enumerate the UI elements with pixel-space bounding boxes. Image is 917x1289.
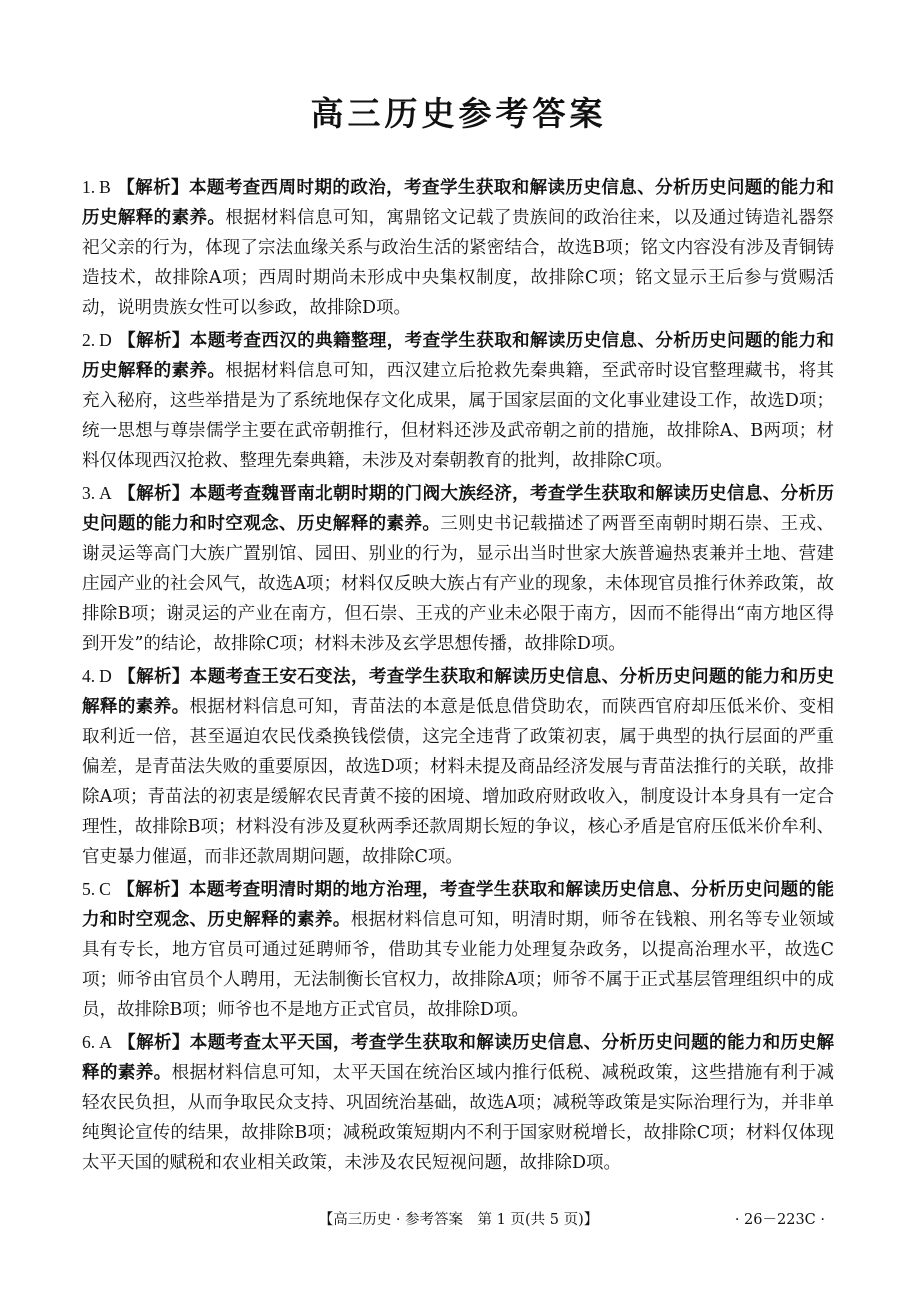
analysis-lead: 【解析】本题考查西周时期的政治，考查学生获取和解读历史信息、分析历史问题的能力和历史解释的素养。 bbox=[82, 178, 834, 228]
answer-choice: A bbox=[99, 1032, 112, 1052]
answer-choice: D bbox=[99, 666, 112, 686]
analysis-lead: 【解析】本题考查明清时期的地方治理，考查学生获取和解读历史信息、分析历史问题的能力和时空观念、历史解释的素养。 bbox=[82, 880, 834, 930]
question-number: 5. bbox=[82, 879, 96, 899]
answer-list bbox=[82, 172, 834, 1180]
question-number: 1. bbox=[82, 177, 96, 197]
answer-item-5 bbox=[82, 874, 834, 1025]
answer-item-1 bbox=[82, 172, 834, 323]
answer-choice: D bbox=[99, 330, 112, 350]
question-number: 6. bbox=[82, 1032, 96, 1052]
analysis-body: 根据材料信息可知，明清时期，师爷在钱粮、刑名等专业领域具有专长，地方官员可通过延聘师爷，借助其专业能力处理复杂政务，以提高治理水平，故选C项；师爷由官员个人聘用，无法制衡长官权力，故排除A项；师爷不属于正式基层管理组织中的成员，故排除B项；师爷也不是地方正式官员，故排除D项。 bbox=[82, 910, 834, 1020]
analysis-lead: 【解析】本题考查魏晋南北朝时期的门阀大族经济，考查学生获取和解读历史信息、分析历史问题的能力和时空观念、历史解释的素养。 bbox=[82, 484, 834, 534]
footer-exam-code: · 26－223C · bbox=[734, 1212, 825, 1228]
answer-choice: C bbox=[99, 879, 111, 899]
analysis-body: 根据材料信息可知，青苗法的本意是低息借贷助农，而陕西官府却压低米价、变相取利近一倍，甚至逼迫农民伐桑换钱偿债，这完全违背了政策初衷，属于典型的执行层面的严重偏差，是青苗法失败的重要原因，故选D项；材料未提及商品经济发展与青苗法推行的关联，故排除A项；青苗法的初衷是缓解农民青黄不接的困境、增加政府财政收入，制度设计本身具有一定合理性，故排除B项；材料没有涉及夏秋两季还款周期长短的争议，核心矛盾是官府压低米价牟利、官吏暴力催逼，而非还款周期问题，故排除C项。 bbox=[82, 697, 835, 867]
analysis-body: 根据材料信息可知，太平天国在统治区域内推行低税、减税政策，这些措施有利于减轻农民负担，从而争取民众支持、巩固统治基础，故选A项；减税等政策是实际治理行为，并非单纯舆论宣传的结果，故排除B项；减税政策短期内不利于国家财税增长，故排除C项；材料仅体现太平天国的赋税和农业相关政策，未涉及农民短视问题，故排除D项。 bbox=[82, 1063, 835, 1173]
answer-choice: A bbox=[99, 483, 112, 503]
answer-choice: B bbox=[99, 177, 111, 197]
question-number: 2. bbox=[82, 330, 96, 350]
question-number: 3. bbox=[82, 483, 96, 503]
analysis-lead: 【解析】本题考查王安石变法，考查学生获取和解读历史信息、分析历史问题的能力和历史解释的素养。 bbox=[82, 667, 834, 717]
answer-item-4 bbox=[82, 661, 834, 872]
footer-page-info: 【高三历史 · 参考答案 第 1 页(共 5 页)】 bbox=[318, 1212, 599, 1228]
analysis-body: 根据材料信息可知，寓鼎铭文记载了贵族间的政治往来，以及通过铸造礼器祭祀父亲的行为，体现了宗法血缘关系与政治生活的紧密结合，故选B项；铭文内容没有涉及青铜铸造技术，故排除A项；西周时期尚未形成中央集权制度，故排除C项；铭文显示王后参与赏赐活动，说明贵族女性可以参政，故排除D项。 bbox=[82, 208, 835, 318]
question-number: 4. bbox=[82, 666, 96, 686]
answer-item-2 bbox=[82, 325, 834, 476]
analysis-lead: 【解析】本题考查太平天国，考查学生获取和解读历史信息、分析历史问题的能力和历史解释的素养。 bbox=[82, 1033, 834, 1083]
analysis-body: 根据材料信息可知，西汉建立后抢救先秦典籍，至武帝时设官整理藏书，将其充入秘府，这些举措是为了系统地保存文化成果，属于国家层面的文化事业建设工作，故选D项；统一思想与尊崇儒学主要在武帝朝推行，但材料还涉及武帝朝之前的措施，故排除A、B两项；材料仅体现西汉抢救、整理先秦典籍，未涉及对秦朝教育的批判，故排除C项。 bbox=[82, 361, 835, 471]
answer-item-6 bbox=[82, 1027, 834, 1178]
answer-item-3 bbox=[82, 478, 834, 659]
analysis-lead: 【解析】本题考查西汉的典籍整理，考查学生获取和解读历史信息、分析历史问题的能力和历史解释的素养。 bbox=[82, 331, 834, 381]
analysis-body: 三则史书记载描述了两晋至南朝时期石崇、王戎、谢灵运等高门大族广置别馆、园田、别业的行为，显示出当时世家大族普遍热衷兼并土地、营建庄园产业的社会风气，故选A项；材料仅反映大族占有产业的现象，未体现官员推行休养政策，故排除B项；谢灵运的产业在南方，但石崇、王戎的产业未必限于南方，因而不能得出“南方地区得到开发”的结论，故排除C项；材料未涉及玄学思想传播，故排除D项。 bbox=[82, 514, 835, 654]
page-title: 高三历史参考答案 bbox=[310, 94, 607, 133]
